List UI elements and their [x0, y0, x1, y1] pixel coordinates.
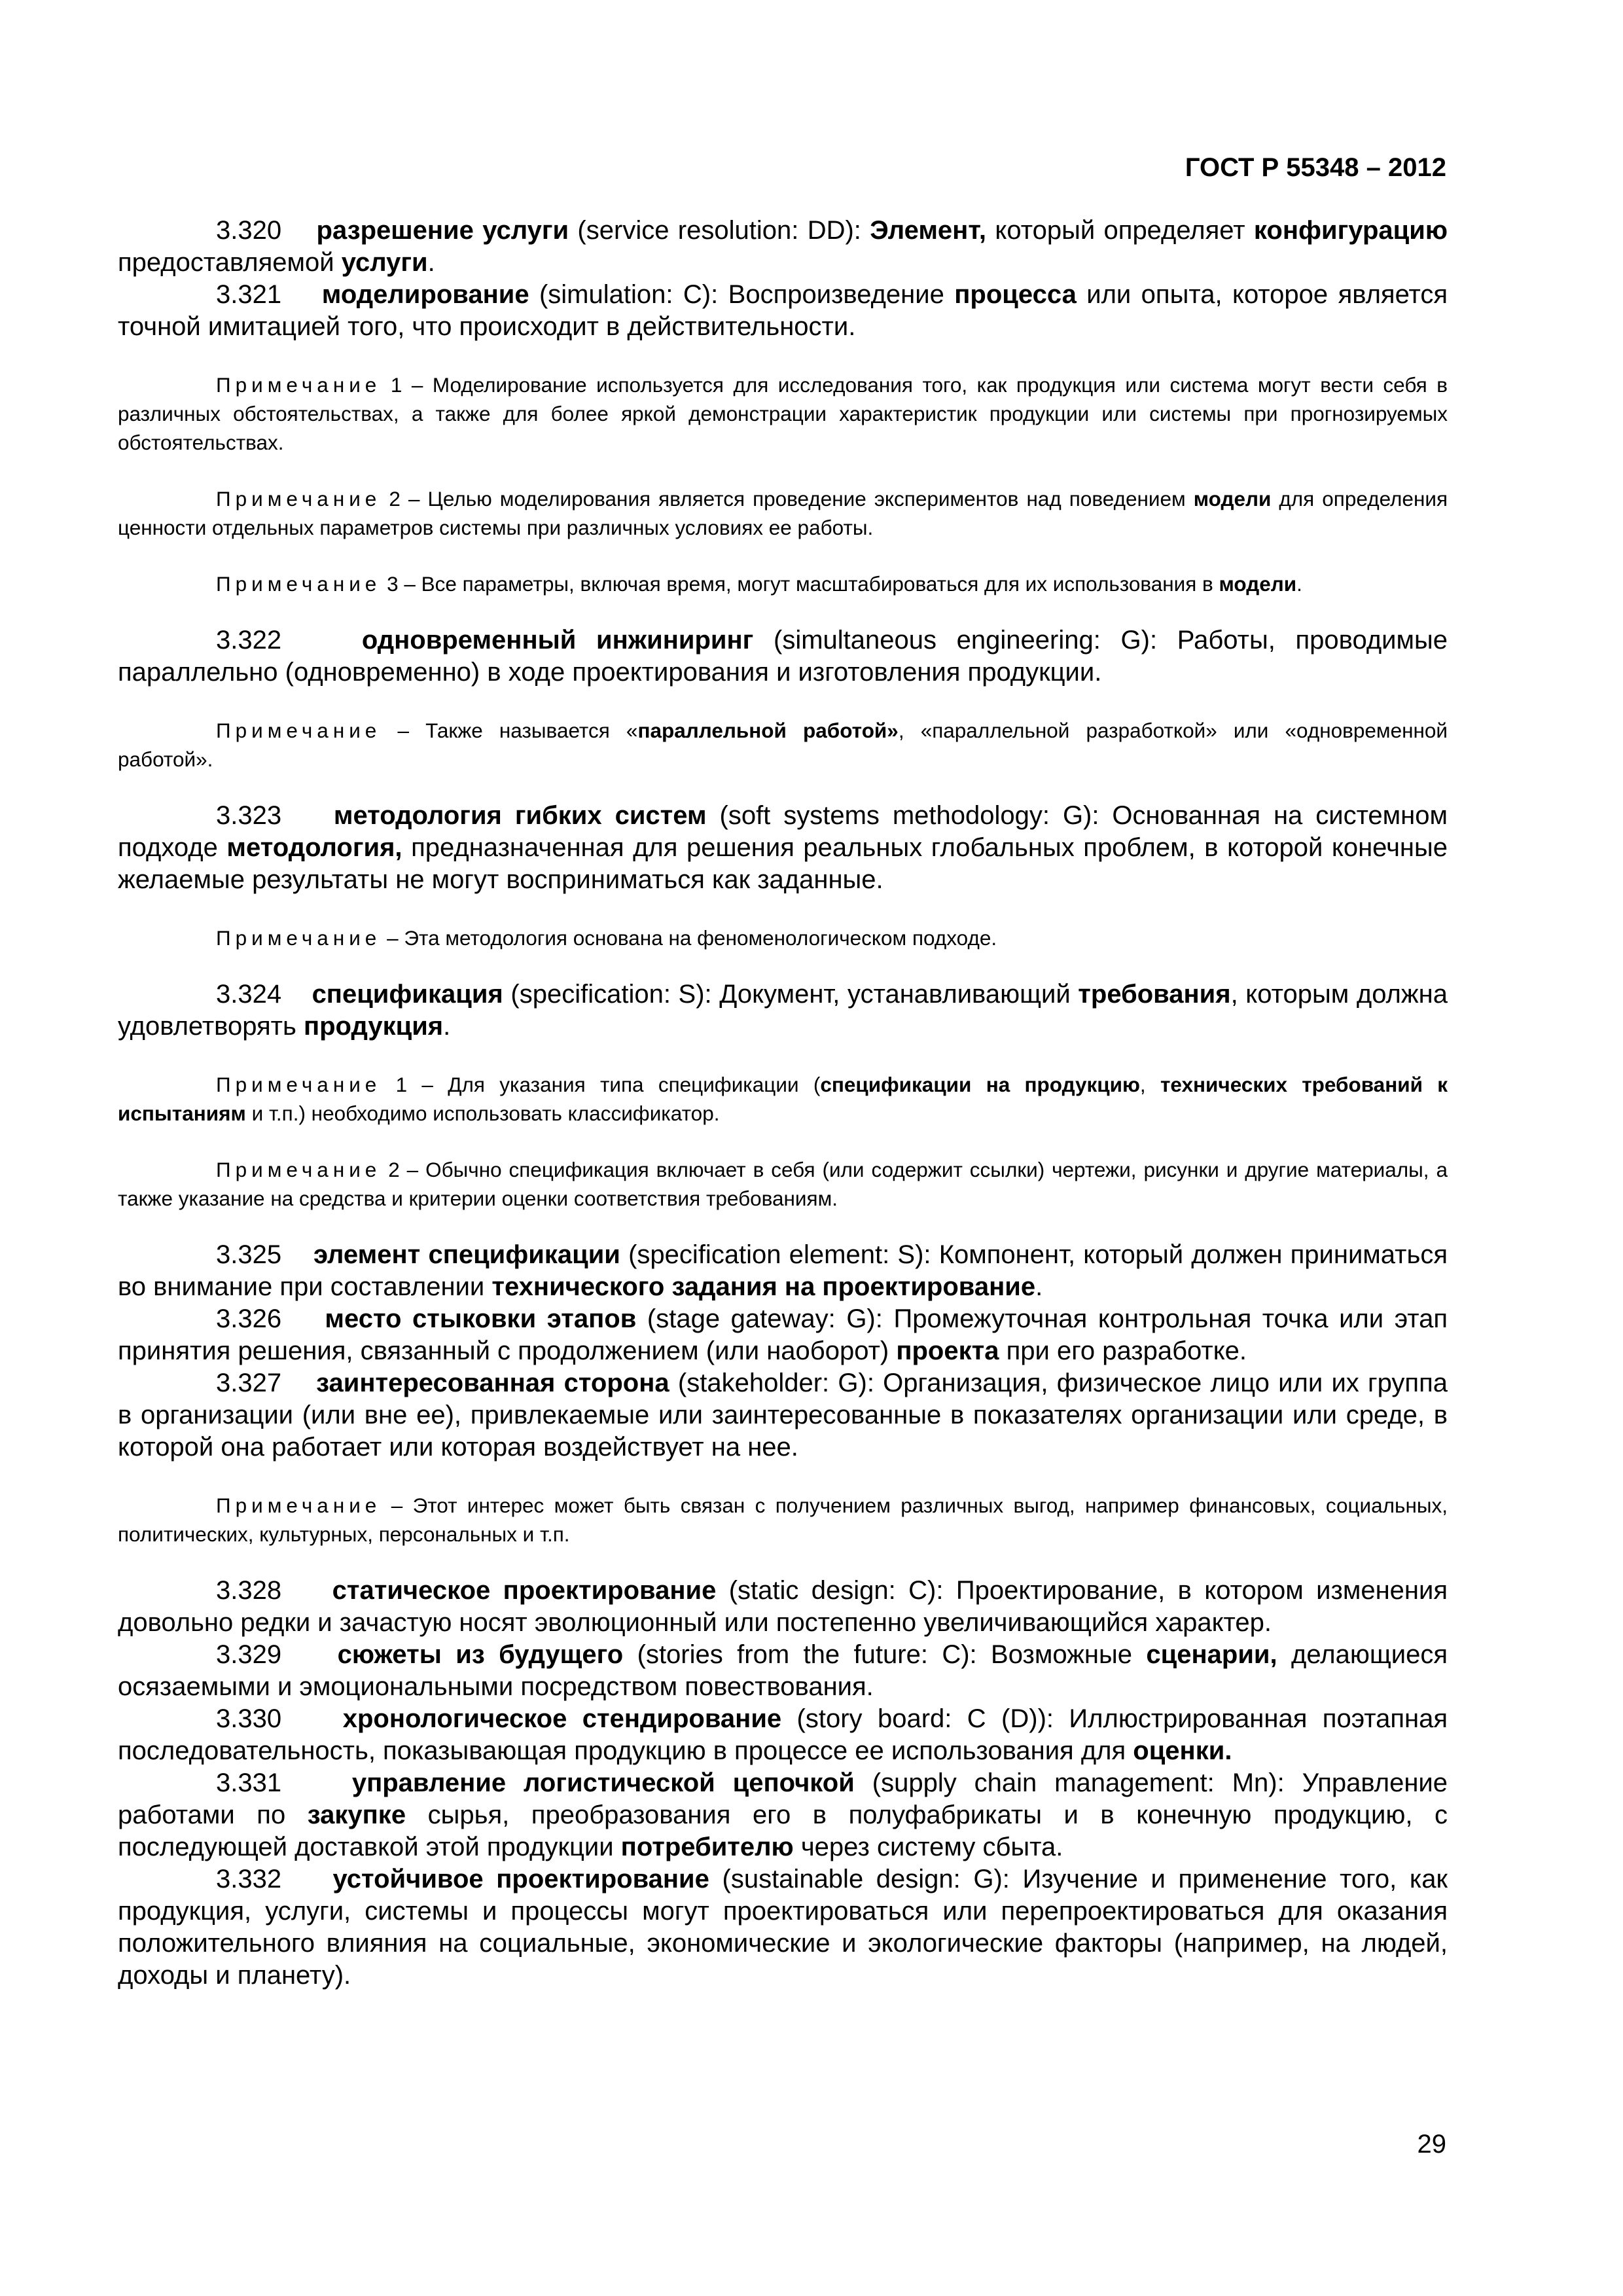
term-text: (service resolution: DD):	[569, 216, 870, 245]
term-number: 3.327	[216, 1369, 282, 1397]
term-text: предоставляемой	[118, 248, 342, 277]
term-name: моделирование	[321, 280, 529, 309]
term-name: устойчивое проектирование	[332, 1865, 709, 1893]
term-text: при его разработке.	[999, 1336, 1247, 1365]
term-number: 3.324	[216, 980, 282, 1009]
term-number: 3.325	[216, 1240, 282, 1269]
term-name: разрешение услуги	[316, 216, 569, 245]
term-text: через систему сбыта.	[793, 1833, 1063, 1861]
term-text: (soft systems methodology: G): Основанная на системном подходе	[118, 801, 1448, 862]
term-text: .	[443, 1012, 451, 1041]
term-text: (simultaneous engineering: G): Работы, проводимые параллельно (одновременно) в ходе проектирования и изготовления продукции.	[118, 626, 1448, 687]
term-3-331	[118, 1767, 1448, 1863]
term-3-324	[118, 978, 1448, 1043]
note-text: – Этот интерес может быть связан с получением различных выгод, например финансовых, социальных, политических, культурных, персональных и т.п.	[118, 1494, 1448, 1546]
term-text: (stage gateway: G): Промежуточная контрольная точка или этап принятия решения, связанный с продолжением (или наоборот)	[118, 1304, 1448, 1365]
note-text: 2 – Обычно спецификация включает в себя (или содержит ссылки) чертежи, рисунки и другие материалы, а также указание на средства и критерии оценки соответствия требованиям.	[118, 1158, 1448, 1210]
note-text: – Также называется «	[381, 719, 638, 742]
term-text: (stakeholder: G): Организация, физическое лицо или их группа в организации (или вне ее), привлекаемые или заинтересованные в показателях организации или среде, в которой она работает или которая воздействует на нее.	[118, 1369, 1448, 1462]
note-text: .	[1296, 572, 1302, 596]
note-text: 1 – Моделирование используется для исследования того, как продукция или система могут вести себя в различных обстоятельствах, а также для более яркой демонстрации характеристик продукции или системы при прогнозируемых обстоятельствах.	[118, 373, 1448, 454]
term-text: предназначенная для решения реальных глобальных проблем, в которой конечные желаемые результаты не могут восприниматься как заданные.	[118, 833, 1448, 894]
standard-header: ГОСТ Р 55348 – 2012	[1185, 153, 1446, 182]
term-text: делающиеся осязаемыми и эмоциональными посредством повествования.	[118, 1640, 1448, 1701]
term-number: 3.321	[216, 280, 282, 309]
term-text: (story board: C (D)): Иллюстрированная поэтапная последовательность, показывающая продукцию в процессе ее использования для	[118, 1704, 1448, 1765]
note-text: , «параллельной разработкой» или «одновременной работой».	[118, 719, 1448, 771]
term-text: или опыта, которое является точной имитацией того, что происходит в действительности.	[118, 280, 1448, 341]
term-3-323	[118, 800, 1448, 896]
term-name: элемент спецификации	[313, 1240, 620, 1269]
note-text: ,	[1139, 1073, 1160, 1096]
note-text: 3 – Все параметры, включая время, могут масштабироваться для их использования в	[381, 572, 1219, 596]
page-number: 29	[1417, 2130, 1446, 2159]
document-body	[118, 215, 1448, 1992]
term-number: 3.329	[216, 1640, 282, 1669]
term-text: (specification: S): Документ, устанавливающий	[503, 980, 1079, 1009]
term-text: (supply chain management: Mn): Управление работами по	[118, 1768, 1448, 1829]
term-text: (static design: C): Проектирование, в котором изменения довольно редки и зачастую носят эволюционный или постепенно увеличивающийся характер.	[118, 1576, 1448, 1637]
term-3-332	[118, 1863, 1448, 1992]
term-bold-ref: процесса	[954, 280, 1077, 309]
term-number: 3.320	[216, 216, 282, 245]
term-bold-ref: услуги	[341, 248, 428, 277]
note-3-321-3	[118, 569, 1448, 598]
note-3-327	[118, 1491, 1448, 1549]
note-bold-ref: модели	[1193, 487, 1272, 511]
term-3-325	[118, 1239, 1448, 1303]
note-label: Примечание	[216, 487, 382, 511]
note-label: Примечание	[216, 1158, 382, 1181]
term-bold-ref: требования	[1078, 980, 1231, 1009]
term-text: (stories from the future: C): Возможные	[623, 1640, 1147, 1669]
term-name: сюжеты из будущего	[337, 1640, 624, 1669]
note-text: – Эта методология основана на феноменологическом подходе.	[381, 926, 997, 950]
term-bold-ref: продукция	[303, 1012, 444, 1041]
term-3-326	[118, 1303, 1448, 1367]
note-label: Примечание	[216, 373, 382, 397]
note-3-324-1	[118, 1070, 1448, 1128]
note-bold-ref: технических требований к испытаниям	[118, 1073, 1448, 1125]
term-number: 3.331	[216, 1768, 282, 1797]
term-bold-ref: потребителю	[620, 1833, 794, 1861]
note-label: Примечание	[216, 926, 382, 950]
term-3-320	[118, 215, 1448, 279]
term-text: .	[1035, 1272, 1043, 1301]
term-name: место стыковки этапов	[325, 1304, 637, 1333]
term-bold-ref: закупке	[307, 1801, 406, 1829]
note-3-321-2	[118, 484, 1448, 542]
term-3-328	[118, 1575, 1448, 1639]
term-3-321	[118, 279, 1448, 343]
note-label: Примечание	[216, 719, 382, 742]
term-number: 3.326	[216, 1304, 282, 1333]
note-3-324-2	[118, 1155, 1448, 1213]
term-bold-ref: оценки.	[1133, 1736, 1232, 1765]
term-3-330	[118, 1703, 1448, 1767]
term-text: , которым должна удовлетворять	[118, 980, 1448, 1041]
term-name: статическое проектирование	[332, 1576, 717, 1605]
note-text: и т.п.) необходимо использовать классификатор.	[245, 1102, 720, 1125]
note-label: Примечание	[216, 572, 382, 596]
term-text: (sustainable design: G): Изучение и применение того, как продукция, услуги, системы и процессы могут проектироваться или перепроектироваться для оказания положительного влияния на социальные, экономические и экологические факторы (например, на людей, доходы и планету).	[118, 1865, 1448, 1990]
note-label: Примечание	[216, 1073, 382, 1096]
term-bold-ref: методология,	[226, 833, 402, 862]
note-text: для определения ценности отдельных параметров системы при различных условиях ее работы.	[118, 487, 1448, 539]
note-3-321-1	[118, 370, 1448, 457]
term-number: 3.330	[216, 1704, 282, 1733]
note-3-323	[118, 924, 1448, 952]
term-name: управление логистической цепочкой	[351, 1768, 855, 1797]
term-number: 3.322	[216, 626, 282, 655]
term-number: 3.332	[216, 1865, 282, 1893]
term-number: 3.323	[216, 801, 282, 830]
note-bold-ref: модели	[1219, 572, 1297, 596]
note-label: Примечание	[216, 1494, 382, 1517]
note-text: 2 – Целью моделирования является проведение экспериментов над поведением	[381, 487, 1194, 511]
term-name: методология гибких систем	[333, 801, 707, 830]
term-bold-ref: сценарии,	[1146, 1640, 1277, 1669]
term-bold-ref: Элемент,	[870, 216, 987, 245]
note-3-322	[118, 716, 1448, 774]
term-name: хронологическое стендирование	[342, 1704, 782, 1733]
term-bold-ref: технического задания на проектирование	[491, 1272, 1036, 1301]
term-bold-ref: конфигурацию	[1253, 216, 1448, 245]
term-bold-ref: проекта	[896, 1336, 999, 1365]
term-name: спецификация	[312, 980, 503, 1009]
term-text: .	[427, 248, 435, 277]
note-bold-ref: спецификации на продукцию	[820, 1073, 1140, 1096]
term-text: (specification element: S): Компонент, который должен приниматься во внимание при составлении	[118, 1240, 1448, 1301]
term-text: который определяет	[986, 216, 1254, 245]
term-name: заинтересованная сторона	[316, 1369, 669, 1397]
note-text: 1 – Для указания типа спецификации (	[381, 1073, 821, 1096]
note-bold-ref: параллельной работой»	[637, 719, 899, 742]
term-3-322	[118, 624, 1448, 689]
term-text: сырья, преобразования его в полуфабрикаты и в конечную продукцию, с последующей доставкой этой продукции	[118, 1801, 1448, 1861]
term-text: (simulation: C): Воспроизведение	[529, 280, 955, 309]
term-number: 3.328	[216, 1576, 282, 1605]
term-3-329	[118, 1639, 1448, 1703]
term-3-327	[118, 1367, 1448, 1463]
term-name: одновременный инжиниринг	[361, 626, 754, 655]
